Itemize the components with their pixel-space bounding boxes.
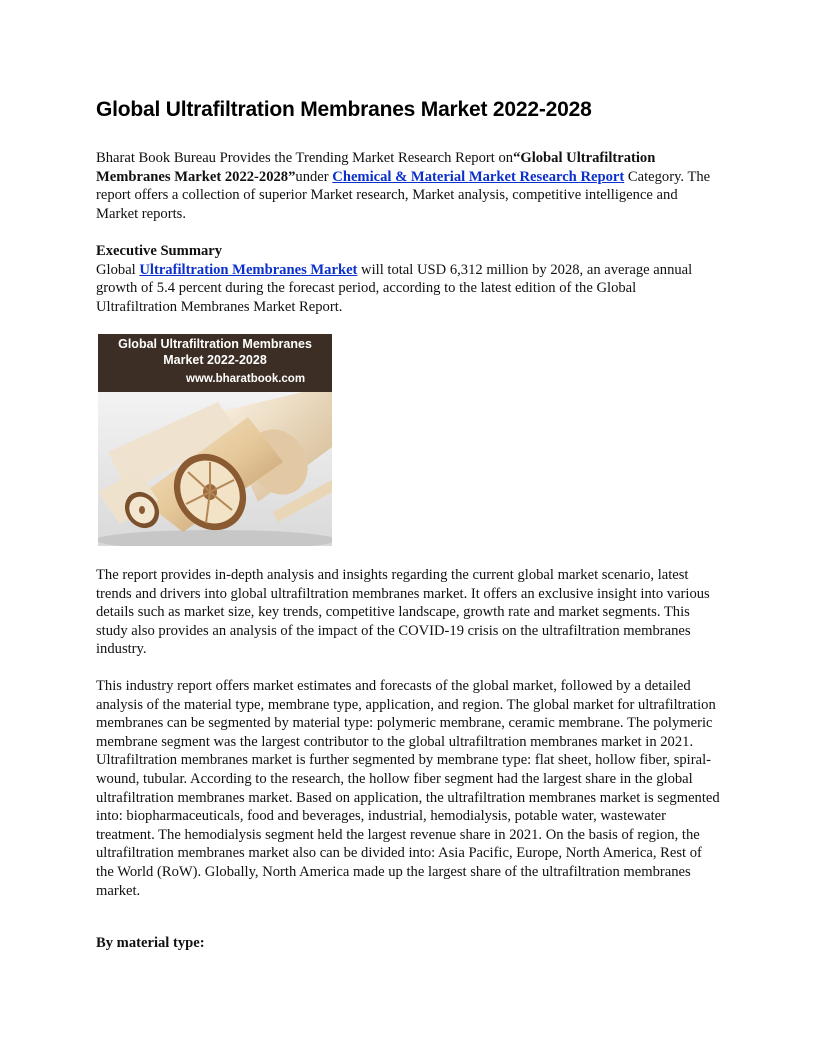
membrane-cartridges-photo xyxy=(98,392,332,546)
executive-summary-heading: Executive Summary xyxy=(96,243,223,259)
market-link[interactable]: Ultrafiltration Membranes Market xyxy=(139,261,358,278)
intro-text-3: Category. The report offers a collection of superior Market research, Market analysis, competitive intelligence and Market reports. xyxy=(96,168,711,222)
section-heading-text: By material type: xyxy=(96,935,205,951)
report-name: “Global Ultrafiltration Membranes Market 2022-2028” xyxy=(96,150,656,185)
segmentation-paragraph: This industry report offers market estimates and forecasts of the global market, followed by a detailed analysis of the material type, membrane type, application, and region. The global market for ultrafiltration membranes can be segmented by material type: polymeric membrane, ceramic membrane. The polymeric membrane segment was the largest contributor to the global ultrafiltration membranes market in 2021. Ultrafiltration membranes market is further segmented by membrane type: flat sheet, hollow fiber, spiral-wound, tubular. According to the research, the hollow fiber segment had the largest share in the global ultrafiltration membranes market. Based on application, the ultrafiltration membranes market is segmented into: biopharmaceuticals, food and beverages, industrial, hemodialysis, potable water, wastewater treatment. The hemodialysis segment held the largest revenue share in 2021. On the basis of region, the ultrafiltration membranes market also can be divided into: Asia Pacific, Europe, North America, Rest of the World (RoW). Globally, North America made up the largest share of the ultrafiltration membranes market. xyxy=(96,678,720,899)
banner-title-line1: Global Ultrafiltration Membranes xyxy=(118,337,312,351)
summary-text: will total USD 6,312 million by 2028, an average annual growth of 5.4 percent during the forecast period, according to the latest edition of the Global Ultrafiltration Membranes Market Report. xyxy=(96,261,693,315)
page-title: Global Ultrafiltration Membranes Market 2022-2028 xyxy=(96,98,592,121)
banner-title-line2: Market 2022-2028 xyxy=(163,353,267,367)
summary-prefix: Global xyxy=(96,261,140,278)
banner-url: www.bharatbook.com xyxy=(186,373,306,385)
executive-summary xyxy=(96,242,720,316)
report-cover-image xyxy=(96,334,332,546)
analysis-paragraph: The report provides in-depth analysis and insights regarding the current global market scenario, latest trends and drivers into global ultrafiltration membranes market. It offers an exclusive insight into various details such as market size, key trends, competitive landscape, growth rate and market segments. This study also provides an analysis of the impact of the COVID-19 crisis on the ultrafiltration membranes industry. xyxy=(96,567,710,658)
category-link[interactable]: Chemical & Material Market Research Report xyxy=(332,168,625,185)
intro-paragraph xyxy=(96,149,720,223)
intro-text-2: under xyxy=(295,168,333,185)
intro-text-1: Bharat Book Bureau Provides the Trending Market Research Report on xyxy=(96,150,514,166)
cover-banner xyxy=(98,334,332,392)
section-heading-material-type xyxy=(96,934,720,953)
